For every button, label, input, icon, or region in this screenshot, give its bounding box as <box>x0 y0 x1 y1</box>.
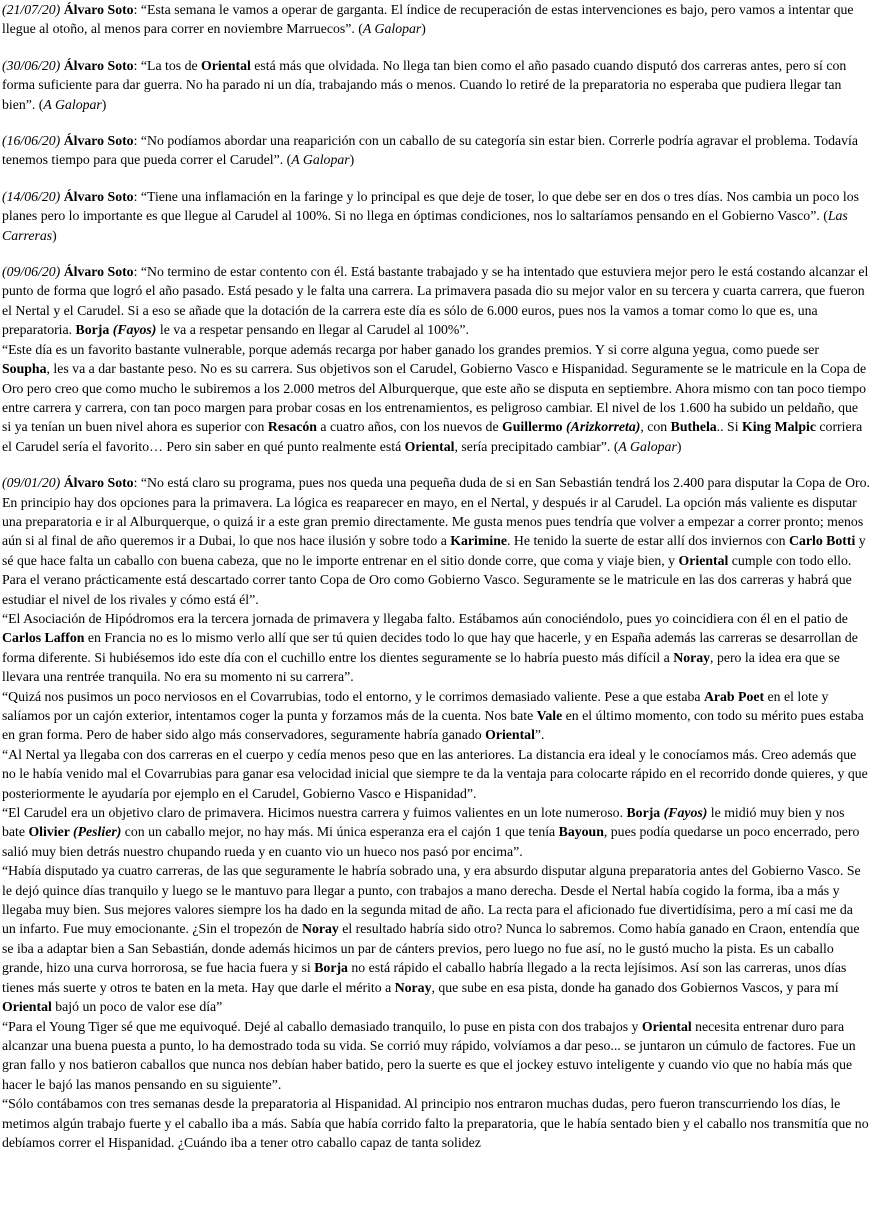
quote-text: , les va a dar bastante peso. No es su carrera. Sus objetivos son el Carudel, Gobierno Vasco e Hispanidad. Seguramente se le matricule en la Copa de Oro pero creo que como mucho le subiremos a los 2.000 metros del Alburquerque, que este año se disputa en septiembre. Ahora mismo con tan poco tiempo entre carrera y carrera, con tan poco margen para probar cosas en los entrenamientos, es peligroso cambiar. El nivel de los 1.600 ha subido un peldaño, que si ya tenían un buen nivel ahora es superior con <box>2 361 867 435</box>
proper-name: Soupha <box>2 361 47 377</box>
source-name: A Galopar <box>362 21 422 37</box>
quote-text: . He tenido la suerte de estar allí dos inviernos con <box>507 533 790 549</box>
source-name: A Galopar <box>291 152 350 168</box>
quote-text: a cuatro años, con los nuevos de <box>316 419 503 435</box>
proper-name: Arab Poet <box>703 688 765 704</box>
quote-text: , que sube en esa pista, donde ha ganado dos Gobiernos Vascos, y para mí <box>431 979 839 995</box>
quote-text: ) <box>421 21 426 37</box>
proper-name: Noray <box>394 979 432 995</box>
speaker-name: Álvaro Soto <box>63 264 134 280</box>
speaker-name: Álvaro Soto <box>63 133 134 149</box>
quote-text: “No está claro su programa, pues nos queda una pequeña duda de si en San Sebastián tendrá los 2.400 para disputar la Copa de Oro. En principio hay dos opciones para la primavera. La lógica es reaparecer en mayo, en el Nertal, y después ir al Carudel. La opción más valiente es disputar una preparatoria e ir al Alburquerque, o quizá ir a este gran premio directamente. Me gusta menos pues tendría que volver a empezar a correr pronto; menos aún si al final de año queremos ir a Dubai, lo que nos hace ilusión y sobre todo a <box>2 475 870 549</box>
quote-paragraph: (16/06/20) Álvaro Soto: “No podíamos abordar una reaparición con un caballo de su categoría sin estar bien. Correrle podría agravar el problema. Todavía tenemos tiempo para que pueda correr el Carudel”. (A Galopar) <box>2 133 858 168</box>
quote-paragraph <box>2 687 870 745</box>
quote-entry <box>2 187 870 245</box>
quote-text: ) <box>676 438 682 454</box>
entry-date: (30/06/20) <box>2 57 61 73</box>
jockey-surname <box>664 805 708 820</box>
speaker-name: Álvaro Soto <box>63 188 134 204</box>
quote-text: corriera el Carudel sería el favorito… Pero sin saber en qué punto realmente está <box>2 419 863 454</box>
quote-text: ) <box>52 227 57 243</box>
quote-paragraph: (09/01/20) Álvaro Soto: “No está claro su programa, pues nos queda una pequeña duda de si en San Sebastián tendrá los 2.400 para disputar la Copa de Oro. En principio hay dos opciones para la primavera. La lógica es reaparecer en mayo, en el Nertal, y después ir al Carudel. La opción más valiente es disputar una preparatoria e ir al Alburquerque, o quizá ir a este gran premio directamente. Me gusta menos pues tendría que volver a empezar a correr pronto; menos aún si al final de año queremos ir a Dubai, lo que nos hace ilusión y sobre todo a Karimine. He tenido la suerte de estar allí dos inviernos con Carlo Botti y sé que hace falta un caballo con buena cabeza, que no le importe entrenar en el sitio donde corre, que coma y viaje bien, y Oriental cumple con todo ello. Para el verano prácticamente está descartado correr tanto Copa de Oro como Gobierno Vasco. Seguramente se le matricule en las dos carreras y habrá que estudiar el nivel de los rivales y cómo está él”. <box>2 475 870 607</box>
proper-name: Resacón <box>267 419 317 435</box>
quote-paragraph: (14/06/20) Álvaro Soto: “Tiene una inflamación en la faringe y lo principal es que deje de toser, lo que debe ser en dos o tres días. Nos cambia un poco los planes pero lo importante es que llegue al Carudel al 100%. Si no llega en óptimas condiciones, nos lo saltaríamos pensando en el Gobierno Vasco”. (Las Carreras) <box>2 188 859 243</box>
proper-name: Oriental <box>2 999 52 1015</box>
proper-name: Noray <box>673 649 711 665</box>
quote-paragraph <box>2 340 870 456</box>
quote-paragraph: (21/07/20) Álvaro Soto: “Esta semana le vamos a operar de garganta. El índice de recuperación de estas intervenciones es bajo, pero vamos a intentar que llegue al otoño, al menos para correr en noviembre Marruecos”. (A Galopar) <box>2 2 854 37</box>
quote-text: “Sólo contábamos con tres semanas desde la preparatoria al Hispanidad. Al principio nos entraron muchas dudas, pero fueron transcurriendo los días, le metimos algún trabajo fuerte y el caballo iba a más. Sabía que había corrido falto la preparatoria, que le había sentado bien y el caballo nos transmitía que no debíamos correr el Hispanidad. ¿Cuándo iba a tener otro caballo capaz de tanta solidez <box>2 1096 869 1150</box>
source-name: Las Carreras <box>2 208 848 243</box>
quote-text: ) <box>101 96 107 112</box>
jockey-surname <box>73 824 121 839</box>
quote-text: “Para el Young Tiger sé que me equivoqué. Dejé al caballo demasiado tranquilo, lo puse en pista con dos trabajos y <box>2 1018 642 1034</box>
quote-text: no está rápido el caballo habría llegado a la recta lejísimos. Así son las carreras, unos días tienes más suerte y otros te baten en la meta. Hay que darle el mérito a <box>2 960 847 995</box>
quote-paragraph <box>2 609 870 687</box>
proper-name: Vale <box>536 708 563 723</box>
proper-name: Oriental <box>641 1018 692 1034</box>
quote-text: en el lote y salíamos por un cajón exterior, intentamos coger la punta y forzamos más de la cuenta. Nos bate <box>2 688 829 723</box>
proper-name: Buthela <box>670 419 717 435</box>
quote-text: “La tos de <box>140 57 202 73</box>
proper-name: Borja <box>314 960 348 976</box>
proper-name: King Malpic <box>741 419 816 435</box>
quote-entry <box>2 0 870 39</box>
quote-text: “No termino de estar contento con él. Está bastante trabajado y se ha intentado que estuviera mejor pero le está costando alcanzar el punto de forma que logró el año pasado. Está pesado y le falta una carrera. La primavera pasada dio su mejor valor en su tercera y cuarta carrera, que fueron el Nertal y el Carudel. Si a eso se añade que la dotación de la carrera este día es sólo de 6.000 euros, pues nos la vamos a tomar como lo que es, una preparatoria. <box>2 264 869 338</box>
quote-text: “Al Nertal ya llegaba con dos carreras en el cuerpo y cedía menos peso que en las anteriores. La distancia era ideal y le conocíamos más. Creo además que no le había venido mal el Covarrubias para ganar esa velocidad inicial que siempre te da la ventaja para colocarte rápido en el recorrido donde quieres, y que posteriormente le ayudaría por ejemplo en el Carudel, Gobierno Vasco e Hispanidad”. <box>2 746 868 801</box>
quote-text: bajó un poco de valor ese día” <box>51 999 223 1015</box>
quote-text: en el último momento, con todo su mérito pues estaba en gran forma. Pero de haber sido algo más conservadores, seguramente habría ganado <box>2 708 864 743</box>
proper-name: Carlo Botti <box>789 533 856 549</box>
entry-date: (16/06/20) <box>2 133 61 149</box>
quote-paragraph: (30/06/20) Álvaro Soto: “La tos de Oriental está más que olvidada. No llega tan bien como el año pasado cuando disputó dos carreras antes, pero sí con forma suficiente para dar guerra. No ha parado ni un día, trabajando más o menos. Cuando lo retiré de la preparatoria no esperaba que pudiera llegar tan bien”. (A Galopar) <box>2 57 847 112</box>
quote-text: “Tiene una inflamación en la faringe y lo principal es que deje de toser, lo que debe ser en dos o tres días. Nos cambia un poco los planes pero lo importante es que llegue al Carudel al 100%. Si no llega en óptimas condiciones, nos lo saltaríamos pensando en el Gobierno Vasco”. ( <box>2 188 859 224</box>
speaker-name: Álvaro Soto <box>63 2 134 17</box>
emphasis-text: (Fayos) <box>112 322 157 338</box>
entry-date: (21/07/20) <box>2 2 61 17</box>
quote-paragraph <box>2 1094 870 1152</box>
quote-text: cumple con todo ello. Para el verano prácticamente está descartado correr tanto Copa de Oro como Gobierno Vasco. Seguramente se le matricule en las dos carreras y habrá que estudiar el nivel de los rivales y cómo está él”. <box>2 552 852 607</box>
proper-name: Bayoun <box>558 824 604 840</box>
proper-name: Oriental <box>485 727 535 743</box>
quote-entry <box>2 262 870 456</box>
quote-text: “No podíamos abordar una reaparición con un caballo de su categoría sin estar bien. Correrle podría agravar el problema. Todavía tenemos tiempo para que pueda correr el Carudel”. ( <box>2 133 858 168</box>
proper-name: Carlos Laffon <box>2 630 85 646</box>
speaker-name: Álvaro Soto <box>63 475 134 491</box>
proper-name: Borja <box>626 805 664 821</box>
proper-name: Noray <box>302 921 339 937</box>
quote-text: , con <box>640 419 671 435</box>
speaker-name: Álvaro Soto <box>63 57 134 73</box>
quote-text: , sería precipitado cambiar”. ( <box>454 438 619 454</box>
jockey-surname <box>113 322 157 337</box>
quote-paragraph <box>2 745 870 803</box>
quote-text: le va a respetar pensando en llegar al Carudel al 100%”. <box>156 322 469 338</box>
quote-text: , pues podía quedarse un poco encerrado, pero salió muy bien detrás nuestro chupando rueda y en cuanto vio un hueco nos pasó por encima”. <box>2 824 860 859</box>
quote-text: está más que olvidada. No llega tan bien como el año pasado cuando disputó dos carreras antes, pero sí con forma suficiente para dar guerra. No ha parado ni un día, trabajando más o menos. Cuando lo retiré de la preparatoria no esperaba que pudiera llegar tan bien”. ( <box>2 57 847 112</box>
emphasis-text: (Fayos) <box>663 805 708 821</box>
quote-text: ”. <box>534 727 545 743</box>
quote-paragraph <box>2 803 870 861</box>
source-name: A Galopar <box>618 438 677 454</box>
quote-text: “Este día es un favorito bastante vulnerable, porque además recarga por haber ganado los grandes premios. Y si corre alguna yegua, como puede ser <box>2 341 820 357</box>
quote-text: el resultado habría sido otro? Nunca lo sabremos. Como había ganado en Craon, entendía que se iba a adaptar bien a San Sebastián, donde además hicimos un par de cánters previos, pero luego no fue así, no le gustó mucho la pista. Es un caballo grande, hizo una curva horrorosa, se fue hacia fuera y si <box>2 921 860 976</box>
quote-paragraph <box>2 1017 870 1095</box>
proper-name: Karimine <box>450 533 508 549</box>
quote-text: .. Si <box>716 419 742 435</box>
quote-paragraph <box>2 861 870 1016</box>
quote-text: , pero la idea era que se llevara una rentrée tranquila. No era su momento ni su carrera”. <box>2 649 840 685</box>
proper-name: Guillermo <box>502 419 567 435</box>
entries-list <box>2 0 870 1152</box>
quote-text: en Francia no es lo mismo verlo allí que ser tú quien decides todo lo que hay que hacerle, y en España además las carreras se desarrollan de forma diferente. Si hubiésemos ido este día con el cuchillo entre los dientes seguramente se lo habría puesto más difícil a <box>2 630 858 665</box>
quote-text: “El Carudel era un objetivo claro de primavera. Hicimos nuestra carrera y fuimos valientes en un lote numeroso. <box>2 805 627 821</box>
quote-entry <box>2 131 870 170</box>
entry-date: (09/01/20) <box>2 475 61 491</box>
quote-text: con un caballo mejor, no hay más. Mi única esperanza era el cajón 1 que tenía <box>121 824 559 840</box>
quote-text: “Había disputado ya cuatro carreras, de las que seguramente le habría sobrado una, y era absurdo disputar alguna preparatoria antes del Gobierno Vasco. Se le dejó quince días tranquilo y luego se le mantuvo para llegar a punto, con trabajos a mano derecha. Desde el Nertal había cogido la forma, iba a más y llegaba muy bien. Sus mejores valores siempre los ha dado en la segunda mitad de año. La recta para el aficionado fue divertidísima, pero a mí casi me da un infarto. Fue muy emocionante. ¿Sin el tropezón de <box>2 863 861 937</box>
proper-name: Borja <box>75 322 113 338</box>
entry-date: (14/06/20) <box>2 188 61 204</box>
quote-paragraph: (09/06/20) Álvaro Soto: “No termino de estar contento con él. Está bastante trabajado y se ha intentado que estuviera mejor pero le está costando alcanzar el punto de forma que logró el año pasado. Está pesado y le falta una carrera. La primavera pasada dio su mejor valor en su tercera y cuarta carrera, que fueron el Nertal y el Carudel. Si a eso se añade que la dotación de la carrera este día es sólo de 6.000 euros, pues nos la vamos a tomar como lo que es, una preparatoria. Borja (Fayos) le va a respetar pensando en llegar al Carudel al 100%”. <box>2 264 869 338</box>
quote-entry <box>2 56 870 114</box>
proper-name: Oriental <box>404 438 455 454</box>
quote-text: le midió muy bien y nos bate <box>2 805 845 840</box>
quote-text: “El Asociación de Hipódromos era la tercera jornada de primavera y llegaba falto. Estábamos aún conociéndolo, pues yo coincidiera con él en el patio de <box>2 610 848 626</box>
proper-name: Oriental <box>201 57 251 73</box>
source-name: A Galopar <box>43 96 102 112</box>
quote-entry <box>2 473 870 1152</box>
proper-name: Olivier <box>28 824 74 840</box>
quote-text: ) <box>349 152 355 168</box>
entry-date: (09/06/20) <box>2 264 61 280</box>
emphasis-text: (Peslier) <box>73 824 122 840</box>
quote-text: “Esta semana le vamos a operar de garganta. El índice de recuperación de estas intervenciones es bajo, pero vamos a intentar que llegue al otoño, al menos para correr en noviembre Marruecos”. ( <box>2 2 854 37</box>
jockey-surname <box>566 419 640 434</box>
quote-text: y sé que hace falta un caballo con buena cabeza, que no le importe entrenar en el sitio donde corre, que coma y viaje bien, y <box>2 533 866 568</box>
quote-text: “Quizá nos pusimos un poco nerviosos en el Covarrubias, todo el entorno, y le corrimos demasiado valiente. Pese a que estaba <box>2 688 704 704</box>
emphasis-text: (Arizkorreta) <box>566 419 641 435</box>
proper-name: Oriental <box>678 552 729 568</box>
quote-text: necesita entrenar duro para alcanzar una buena puesta a punto, lo ha demostrado toda su vida. Se corrió muy rápido, volvíamos a dar peso... se juntaron un cúmulo de factores. Fue un gran fallo y nos batieron caballos que nunca nos debían haber batido, pero la suerte es que el jockey estuvo inteligente y cuando vio que no había más que hacer le bajó las manos pensando en su siguiente”. <box>2 1018 856 1092</box>
